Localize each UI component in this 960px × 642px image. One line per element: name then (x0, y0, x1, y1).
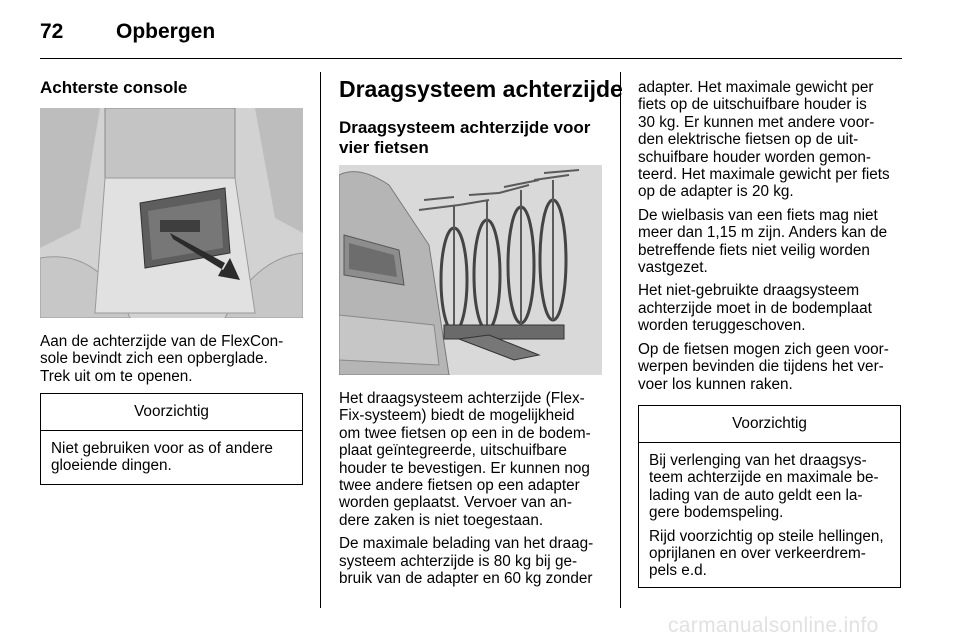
text-line: Het draagsysteem achterzijde (Flex- (339, 390, 585, 407)
text-line: houder te bevestigen. Er kunnen nog (339, 459, 590, 477)
paragraph (649, 528, 890, 580)
text-line: Het niet-gebruikte draagsysteem (638, 282, 860, 300)
text-line: twee andere fietsen op een adapter (339, 477, 580, 495)
text-line: pels e.d. (649, 562, 707, 580)
text-line: Niet gebruiken voor as of andere (51, 440, 273, 457)
column-divider-2 (620, 72, 621, 608)
bike-carrier-heading: Draagsysteem achterzijde (339, 76, 623, 102)
text-line: Fix-systeem) biedt de mogelijkheid (339, 407, 575, 425)
warning-box-console (40, 393, 303, 485)
text-line: achterzijde moet in de bodemplaat (638, 299, 872, 317)
header-divider (40, 58, 902, 59)
paragraph (638, 341, 908, 393)
page-number: 72 (40, 20, 64, 43)
bike-carrier-text-continued (638, 79, 908, 399)
text-line: sole bevindt zich een opberglade. (40, 350, 268, 368)
warning-box-carrier (638, 405, 901, 588)
text-line: Op de fietsen mogen zich geen voor- (638, 340, 889, 358)
warning-text (639, 443, 900, 594)
bike-carrier-subheading (339, 118, 590, 158)
text-line: De maximale belading van het draag- (339, 535, 594, 553)
text-line: op de adapter is 20 kg. (638, 183, 794, 201)
text-line: Rijd voorzichtig op steile hellingen, (649, 527, 884, 545)
text-line: meer dan 1,15 m zijn. Anders kan de (638, 224, 888, 242)
text-line: Bij verlenging van het draagsys- (649, 452, 867, 469)
text-line: werpen bevinden die tijdens het ver- (638, 358, 884, 376)
console-description (40, 333, 310, 385)
paragraph (638, 79, 908, 201)
text-line: De wielbasis van een fiets mag niet (638, 206, 878, 224)
text-line: teem achterzijde en maximale be- (649, 469, 879, 487)
console-figure (40, 108, 303, 318)
console-illustration (40, 108, 303, 318)
paragraph (638, 207, 908, 277)
console-heading: Achterste console (40, 78, 188, 97)
warning-title: Voorzichtig (639, 406, 900, 443)
text-line: gloeiende dingen. (51, 457, 172, 475)
text-line: Trek uit om te openen. (40, 367, 193, 385)
warning-text (41, 431, 302, 483)
section-title: Opbergen (116, 20, 216, 43)
text-line: lading van de auto geldt een la- (649, 486, 863, 504)
text-line: worden teruggeschoven. (638, 317, 806, 335)
text-line: adapter. Het maximale gewicht per (638, 79, 874, 96)
text-line: systeem achterzijde is 80 kg bij ge- (339, 552, 578, 570)
text-line: vier fietsen (339, 138, 429, 157)
paragraph (649, 452, 890, 522)
text-line: worden geplaatst. Vervoer van an- (339, 494, 572, 512)
text-line: den elektrische fietsen op de uit- (638, 131, 859, 149)
text-line: dere zaken is niet toegestaan. (339, 511, 544, 529)
text-line: fiets op de uitschuifbare houder is (638, 96, 867, 114)
watermark-text: carmanualsonline.info (668, 614, 879, 637)
text-line: gere bodemspeling. (649, 504, 784, 522)
paragraph (638, 282, 908, 334)
text-line: om twee fietsen op een in de bodem- (339, 424, 591, 442)
bike-carrier-illustration (339, 165, 602, 375)
text-line: Draagsysteem achterzijde voor (339, 118, 591, 137)
column-divider-1 (320, 72, 321, 608)
bike-carrier-text (339, 390, 614, 593)
paragraph (339, 535, 614, 587)
text-line: vastgezet. (638, 259, 708, 277)
bike-carrier-figure (339, 165, 602, 375)
text-line: bruik van de adapter en 60 kg zonder (339, 570, 593, 588)
text-line: plaat geïntegreerde, uitschuifbare (339, 442, 567, 460)
text-line: betreffende fiets niet veilig worden (638, 241, 870, 259)
paragraph (339, 390, 614, 529)
text-line: oprijlanen en over verkeerdrem- (649, 545, 866, 563)
text-line: teerd. Het maximale gewicht per fiets (638, 166, 890, 184)
text-line: voer los kunnen raken. (638, 375, 793, 393)
text-line: Aan de achterzijde van de FlexCon- (40, 333, 284, 350)
warning-title: Voorzichtig (41, 394, 302, 431)
text-line: schuifbare houder worden gemon- (638, 148, 871, 166)
text-line: 30 kg. Er kunnen met andere voor- (638, 113, 875, 131)
